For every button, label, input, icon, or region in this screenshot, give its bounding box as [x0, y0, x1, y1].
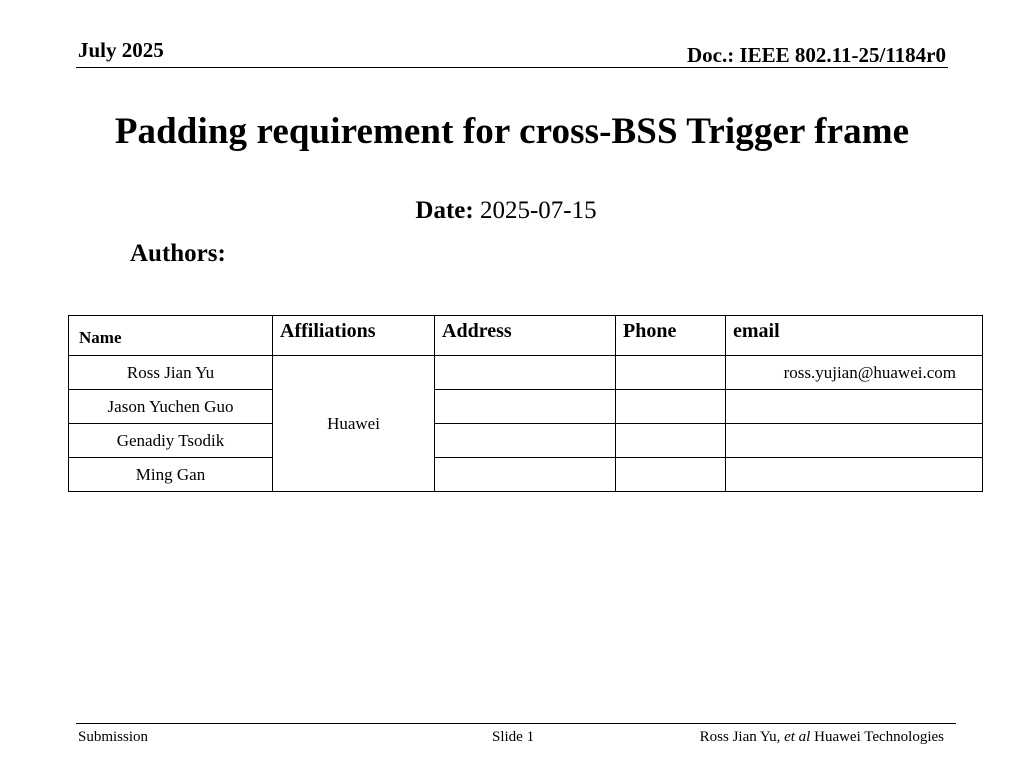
- header-divider: [76, 67, 948, 68]
- footer-organization: Huawei Technologies: [814, 729, 944, 745]
- date-value: 2025-07-15: [479, 197, 597, 224]
- affiliation-cell: Huawei: [273, 356, 435, 492]
- footer-author: [700, 729, 944, 746]
- table-row: [69, 356, 983, 390]
- email-cell: ross.yujian@huawei.com: [726, 356, 983, 390]
- column-header-phone: Phone: [616, 316, 726, 356]
- table-row: [69, 390, 983, 424]
- phone-cell: [616, 390, 726, 424]
- author-name: Jason Yuchen Guo: [69, 390, 273, 424]
- author-name: Genadiy Tsodik: [69, 424, 273, 458]
- header-date: July 2025: [78, 38, 164, 62]
- column-header-name: Name: [69, 316, 273, 356]
- column-header-email: email: [726, 316, 983, 356]
- email-cell: [726, 390, 983, 424]
- address-cell: [435, 390, 616, 424]
- document-number: Doc.: IEEE 802.11-25/1184r0: [686, 43, 946, 67]
- footer-submission: Submission: [78, 729, 149, 745]
- address-cell: [435, 424, 616, 458]
- date-label: Date:: [415, 197, 474, 224]
- phone-cell: [616, 458, 726, 492]
- footer-divider: [76, 723, 956, 724]
- authors-label: Authors:: [130, 240, 226, 267]
- table-row: [69, 424, 983, 458]
- table-row: [69, 458, 983, 492]
- address-cell: [435, 356, 616, 390]
- date-line: [0, 197, 1012, 225]
- authors-table: [68, 315, 983, 492]
- phone-cell: [616, 424, 726, 458]
- slide-title: Padding requirement for cross-BSS Trigger frame: [114, 111, 910, 152]
- column-header-affiliations: Affiliations: [273, 316, 435, 356]
- table-header-row: [69, 316, 983, 356]
- author-name: Ross Jian Yu: [69, 356, 273, 390]
- footer-et-al: et al: [784, 729, 811, 745]
- email-cell: [726, 458, 983, 492]
- address-cell: [435, 458, 616, 492]
- phone-cell: [616, 356, 726, 390]
- column-header-address: Address: [435, 316, 616, 356]
- slide-number: Slide 1: [492, 729, 535, 745]
- email-cell: [726, 424, 983, 458]
- footer-author-name: Ross Jian Yu,: [699, 729, 781, 745]
- author-name: Ming Gan: [69, 458, 273, 492]
